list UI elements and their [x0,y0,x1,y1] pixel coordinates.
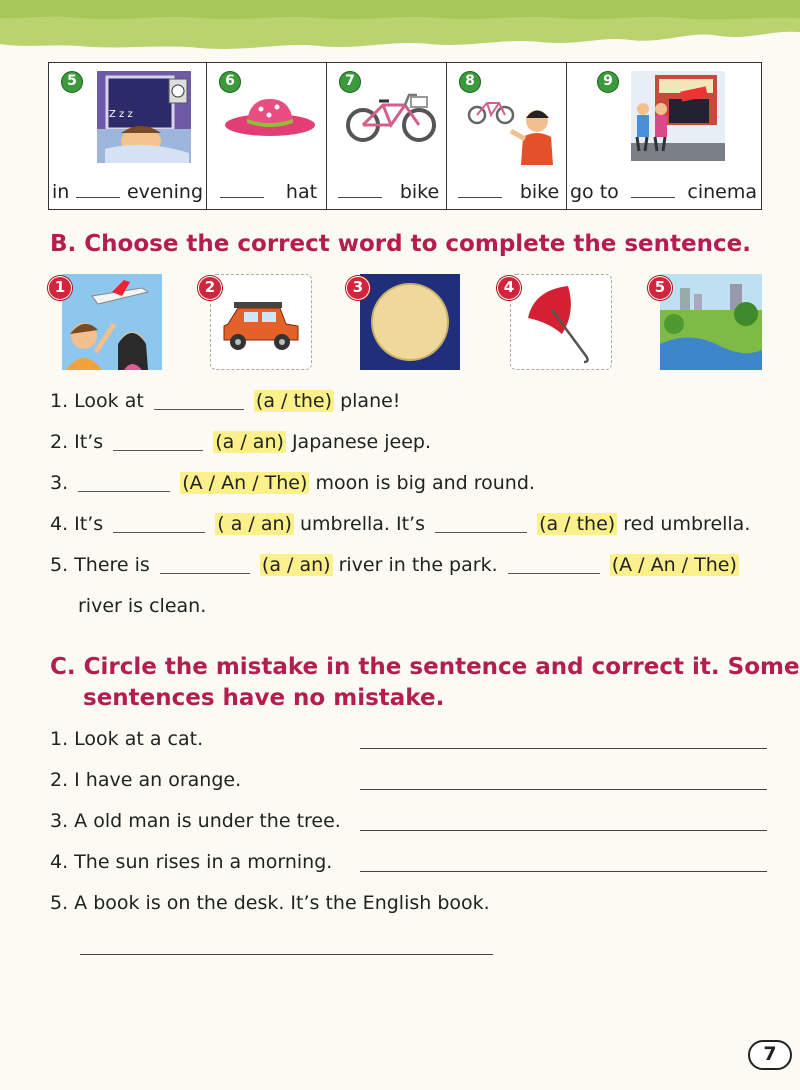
item-number-badge: 6 [219,71,241,93]
answer-blank [154,398,244,410]
hat-icon [223,93,317,139]
sentence-b3 [50,472,535,494]
sentence-b5 [50,554,739,576]
caption-suffix: cinema [687,181,757,203]
correction-line[interactable] [360,748,767,749]
picture-number-badge: 4 [497,276,521,300]
answer-blank [113,439,203,451]
table-cell [447,63,567,209]
sentence-text: umbrella. It’s [300,513,425,535]
answer-blank [458,197,502,198]
umbrella-icon [522,282,604,364]
sentence-text: 1. Look at [50,390,144,412]
caption-prefix: go to [570,181,619,203]
caption-suffix: bike [399,181,440,203]
sentence-text: 5. There is [50,554,150,576]
sentence-b5-continued [78,595,206,617]
sentence-c4 [50,851,332,873]
section-c-title-continued: sentences have no mistake. [83,685,445,711]
answer-blank [508,562,600,574]
word-options: (a / the) [539,513,616,535]
word-options: ( a / an) [217,513,292,535]
correction-line[interactable] [360,871,767,872]
caption-prefix: in [52,181,70,203]
answer-blank [113,521,205,533]
sentence-text: moon is big and round. [315,472,535,494]
svg-text:Z z z: Z z z [109,109,133,120]
item-number-badge: 9 [597,71,619,93]
correction-line[interactable] [360,830,767,831]
sentence-text: red umbrella. [623,513,751,535]
picture-number-badge: 1 [48,276,72,300]
answer-blank [160,562,250,574]
sentence-text: 3. A old man is under the tree. [50,810,341,832]
caption-suffix: evening [126,181,203,203]
sentence-text: 4. It’s [50,513,104,535]
word-options: (a / an) [215,431,284,453]
answer-blank [220,197,264,198]
answer-blank [78,480,170,492]
page-number: 7 [748,1040,792,1070]
sentence-c3 [50,810,341,832]
jeep-icon [220,298,302,352]
sentence-text: river in the park. [338,554,498,576]
sentence-text: 3. [50,472,69,494]
answer-blank [76,197,120,198]
sentence-b2 [50,431,431,453]
correction-line[interactable] [360,789,767,790]
section-c-title: C. Circle the mistake in the sentence and correct it. Some [50,654,800,680]
top-decorative-band [0,0,800,62]
picture-number-badge: 3 [346,276,370,300]
sentence-text: 1. Look at a cat. [50,728,204,750]
section-b-title: B. Choose the correct word to complete the sentence. [50,231,751,257]
word-options: (a / the) [255,390,333,412]
sentence-text: 2. It’s [50,431,104,453]
boy-pointing-bike-icon [465,91,563,167]
answer-blank [631,197,675,198]
sentence-text: Japanese jeep. [291,431,432,453]
word-options: (a / an) [261,554,331,576]
caption-suffix: bike [519,181,560,203]
item-number-badge: 5 [61,71,83,93]
table-cell [207,63,327,209]
sentence-text: 5. A book is on the desk. It’s the English book. [50,892,490,914]
park-river-icon [660,274,762,370]
sentence-b4 [50,513,750,535]
sentence-text: 4. The sun rises in a morning. [50,851,333,873]
cinema-icon [629,69,727,163]
table-cell [327,63,447,209]
answer-blank [435,521,527,533]
word-options: (A / An / The) [182,472,308,494]
caption-suffix: hat [285,181,318,203]
sentence-text: 2. I have an orange. [50,769,242,791]
item-number-badge: 8 [459,71,481,93]
sentence-c2 [50,769,241,791]
sentence-c1 [50,728,203,750]
sleeping-boy-night-icon [95,69,193,165]
moon-icon [360,274,460,370]
answer-blank [338,197,382,198]
correction-line[interactable] [80,954,493,955]
item-number-badge: 7 [339,71,361,93]
sentence-text: plane! [340,390,401,412]
table-cell [49,63,207,209]
picture-number-badge: 2 [198,276,222,300]
sentence-text: river is clean. [78,595,207,617]
sentence-c5 [50,892,490,914]
plane-people-icon [62,274,162,370]
word-options: (A / An / The) [611,554,737,576]
bike-icon [345,89,437,145]
picture-number-badge: 5 [648,276,672,300]
sentence-b1 [50,390,400,412]
vocabulary-picture-table [48,62,762,210]
table-cell [567,63,760,209]
